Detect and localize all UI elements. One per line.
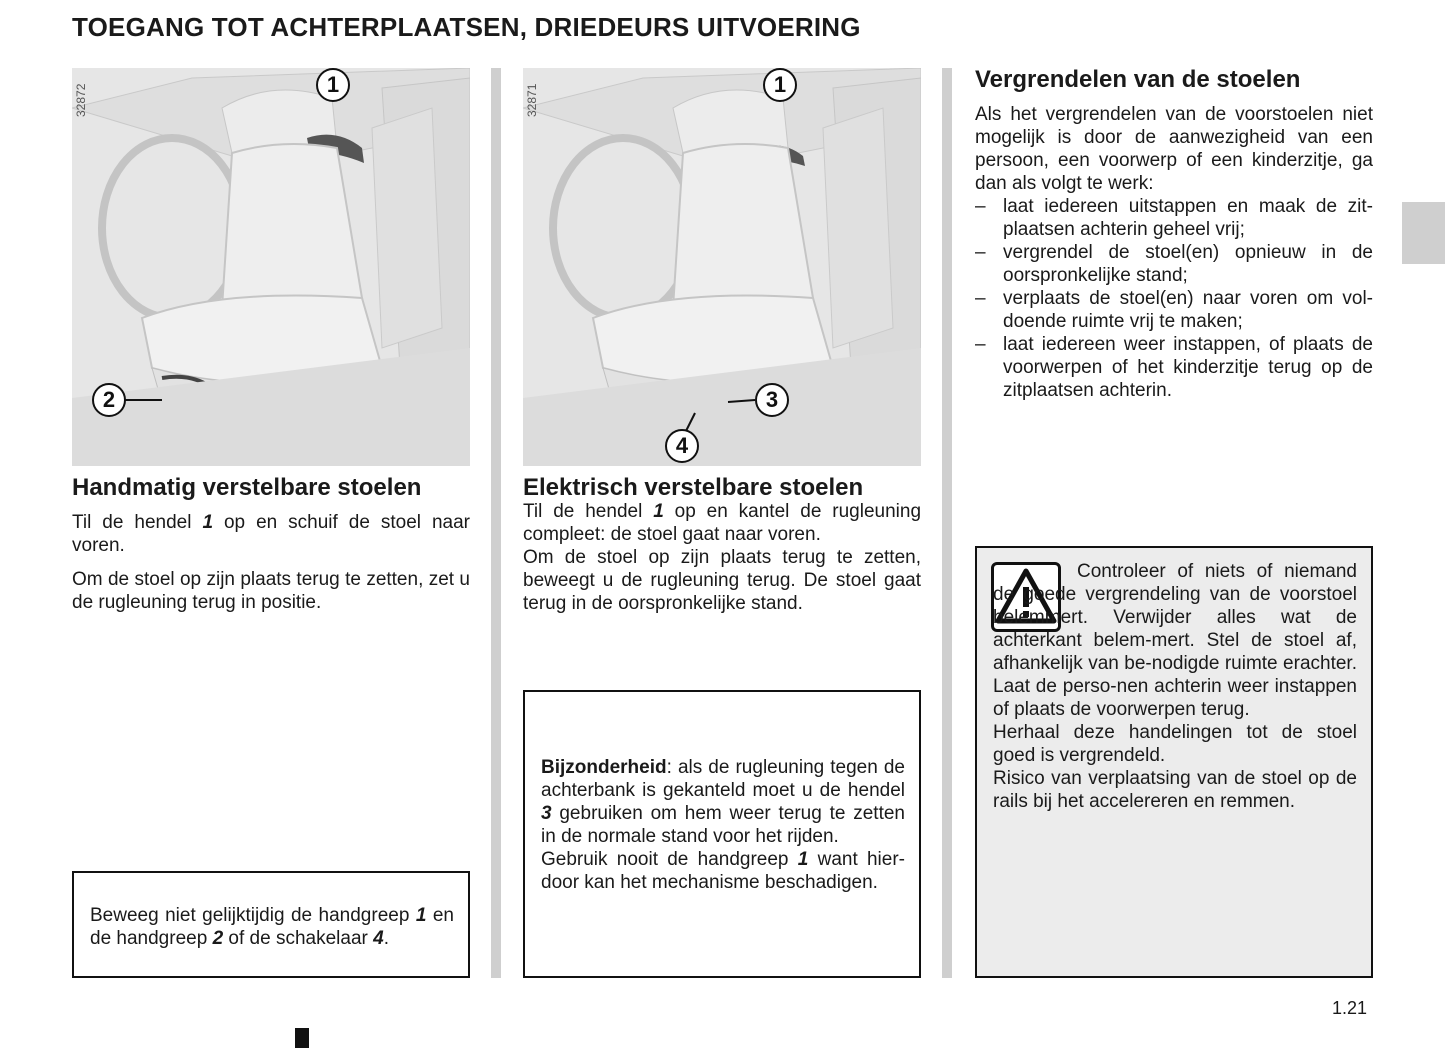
manual-seats-note-text: Beweeg niet gelijktijdig de handgreep 1 en de handgreep 2 of de schakelaar 4. [90, 905, 454, 949]
page-number: 1.21 [1332, 998, 1368, 1018]
electric-seat-illustration [523, 68, 921, 466]
callout-2: 2 [92, 383, 126, 417]
manual-seats-paragraph-2: Om de stoel op zijn plaats terug te zetten, zet u de rugleuning terug in positie. [72, 569, 470, 613]
figure-reference-number: 32872 [74, 83, 88, 117]
locking-steps-list [975, 195, 1373, 402]
electric-seats-heading: Elektrisch verstelbare stoelen [523, 474, 864, 501]
list-item: – laat iedereen weer instappen, of plaats de voorwerpen of het kinderzitje terug op de zitplaatsen achterin. [975, 333, 1373, 402]
manual-seats-heading: Handmatig verstelbare stoelen [72, 474, 422, 501]
warning-paragraph-1: Controleer of niets of niemand de goede vergrendeling van de voorstoel belemmert. Verwijder alles wat de achterkant belem-mert. Stel de stoel af, afhankelijk van be-nodigde ruimte erachter. Laat de perso-nen achterin weer instappen of plaats de voorwerpen terug. [993, 561, 1357, 720]
warning-paragraph-3: Risico van verplaatsing van de stoel op de rails bij het accelereren en remmen. [993, 768, 1357, 812]
electric-seats-note-box [523, 690, 921, 978]
column-separator-left [491, 68, 501, 978]
figure-reference-number: 32871 [525, 83, 539, 117]
list-item: – verplaats de stoel(en) naar voren om vol-doende ruimte vrij te maken; [975, 287, 1373, 333]
page-title: TOEGANG TOT ACHTERPLAATSEN, DRIEDEURS UITVOERING [72, 12, 861, 42]
locking-seats-heading: Vergrendelen van de stoelen [975, 66, 1301, 93]
list-item: – laat iedereen uitstappen en maak de zit-plaatsen achterin geheel vrij; [975, 195, 1373, 241]
electric-seats-paragraph-2: Om de stoel op zijn plaats terug te zetten, beweegt u de rugleuning terug. De stoel gaat terug in de oorspronkelijke stand. [523, 547, 921, 614]
callout-3: 3 [755, 383, 789, 417]
warning-text [993, 560, 1357, 813]
callout-1: 1 [763, 68, 797, 102]
callout-1: 1 [316, 68, 350, 102]
manual-seat-illustration [72, 68, 470, 466]
manual-seats-paragraph-1: Til de hendel 1 op en schuif de stoel naar voren. [72, 512, 470, 556]
warning-box [975, 546, 1373, 978]
column-separator-right [942, 68, 952, 978]
print-mark [295, 1028, 309, 1048]
chapter-tab [1402, 202, 1445, 264]
electric-seats-paragraph-1: Til de hendel 1 op en kantel de rugleuning compleet: de stoel gaat naar voren. [523, 501, 922, 545]
figure-manual-seat [72, 68, 470, 466]
manual-seats-note-box [72, 871, 470, 978]
figure-electric-seat [523, 68, 921, 466]
locking-seats-intro: Als het vergrendelen van de voorstoelen niet mogelijk is door de aanwezigheid van een persoon, een voorwerp of een kinderzitje, ga dan als volgt te werk: [975, 104, 1373, 194]
callout-4: 4 [665, 429, 699, 463]
electric-seats-note-text: Bijzonderheid: als de rugleuning tegen de achterbank is gekanteld moet u de hendel 3 gebruiken om hem weer terug te zetten in de normale stand voor het rijden. Gebruik nooit de handgreep 1 want hier-door kan het mechanisme beschadigen. [541, 757, 906, 893]
list-item: – vergrendel de stoel(en) opnieuw in de oorspronkelijke stand; [975, 241, 1373, 287]
warning-paragraph-2: Herhaal deze handelingen tot de stoel goed is vergrendeld. [993, 722, 1357, 766]
